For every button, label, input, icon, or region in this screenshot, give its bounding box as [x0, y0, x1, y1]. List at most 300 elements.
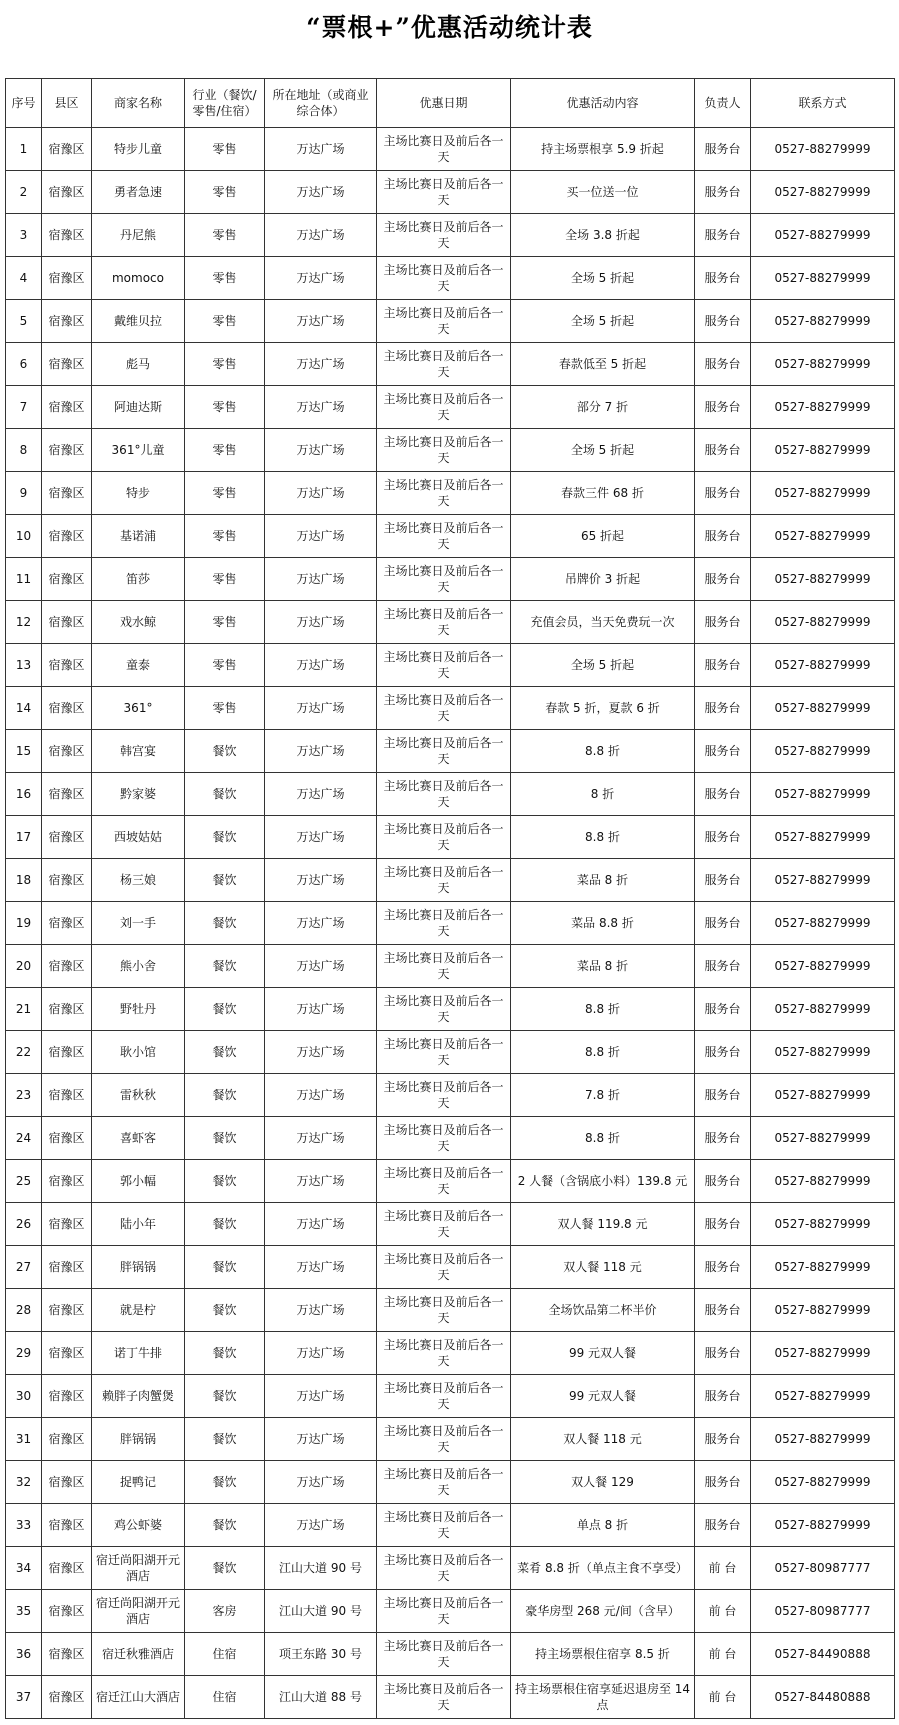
cell-county: 宿豫区 — [42, 1590, 92, 1633]
cell-date: 主场比赛日及前后各一天 — [377, 773, 511, 816]
cell-seq: 30 — [6, 1375, 42, 1418]
cell-county: 宿豫区 — [42, 730, 92, 773]
cell-merchant: 勇者急速 — [92, 171, 185, 214]
cell-merchant: 宿迁秋雅酒店 — [92, 1633, 185, 1676]
cell-industry: 零售 — [185, 386, 265, 429]
cell-county: 宿豫区 — [42, 515, 92, 558]
promotion-table — [5, 78, 895, 1719]
cell-county: 宿豫区 — [42, 644, 92, 687]
table-row — [6, 644, 895, 687]
cell-offer: 8.8 折 — [511, 1031, 695, 1074]
cell-date: 主场比赛日及前后各一天 — [377, 1461, 511, 1504]
cell-industry: 餐饮 — [185, 730, 265, 773]
cell-offer: 持主场票根享 5.9 折起 — [511, 128, 695, 171]
cell-contact: 0527-88279999 — [751, 816, 895, 859]
cell-person: 服务台 — [695, 1418, 751, 1461]
cell-offer: 春款三件 68 折 — [511, 472, 695, 515]
cell-date: 主场比赛日及前后各一天 — [377, 515, 511, 558]
table-row — [6, 902, 895, 945]
table-header-row — [6, 79, 895, 128]
cell-county: 宿豫区 — [42, 773, 92, 816]
cell-address: 万达广场 — [265, 300, 377, 343]
cell-merchant: 刘一手 — [92, 902, 185, 945]
cell-industry: 零售 — [185, 687, 265, 730]
header-date: 优惠日期 — [377, 79, 511, 128]
cell-address: 万达广场 — [265, 515, 377, 558]
cell-address: 万达广场 — [265, 1031, 377, 1074]
cell-merchant: 戴维贝拉 — [92, 300, 185, 343]
cell-county: 宿豫区 — [42, 386, 92, 429]
table-row — [6, 1332, 895, 1375]
cell-offer: 8.8 折 — [511, 1117, 695, 1160]
cell-seq: 5 — [6, 300, 42, 343]
cell-industry: 客房 — [185, 1590, 265, 1633]
cell-date: 主场比赛日及前后各一天 — [377, 472, 511, 515]
cell-contact: 0527-88279999 — [751, 386, 895, 429]
cell-seq: 13 — [6, 644, 42, 687]
cell-date: 主场比赛日及前后各一天 — [377, 644, 511, 687]
header-seq: 序号 — [6, 79, 42, 128]
header-person: 负责人 — [695, 79, 751, 128]
cell-date: 主场比赛日及前后各一天 — [377, 558, 511, 601]
cell-offer: 65 折起 — [511, 515, 695, 558]
table-row — [6, 859, 895, 902]
cell-contact: 0527-88279999 — [751, 1418, 895, 1461]
cell-person: 服务台 — [695, 257, 751, 300]
cell-merchant: momoco — [92, 257, 185, 300]
cell-county: 宿豫区 — [42, 1461, 92, 1504]
cell-seq: 34 — [6, 1547, 42, 1590]
cell-person: 服务台 — [695, 644, 751, 687]
cell-offer: 99 元双人餐 — [511, 1332, 695, 1375]
cell-merchant: 基诺浦 — [92, 515, 185, 558]
cell-county: 宿豫区 — [42, 343, 92, 386]
cell-industry: 餐饮 — [185, 1203, 265, 1246]
cell-address: 万达广场 — [265, 1160, 377, 1203]
cell-seq: 11 — [6, 558, 42, 601]
cell-merchant: 宿迁尚阳湖开元酒店 — [92, 1547, 185, 1590]
table-row — [6, 257, 895, 300]
cell-seq: 1 — [6, 128, 42, 171]
cell-address: 万达广场 — [265, 816, 377, 859]
cell-contact: 0527-88279999 — [751, 1160, 895, 1203]
cell-offer: 单点 8 折 — [511, 1504, 695, 1547]
cell-county: 宿豫区 — [42, 945, 92, 988]
cell-date: 主场比赛日及前后各一天 — [377, 214, 511, 257]
cell-seq: 2 — [6, 171, 42, 214]
cell-industry: 零售 — [185, 515, 265, 558]
cell-offer: 春款 5 折，夏款 6 折 — [511, 687, 695, 730]
cell-address: 万达广场 — [265, 1117, 377, 1160]
cell-merchant: 鸡公虾婆 — [92, 1504, 185, 1547]
cell-date: 主场比赛日及前后各一天 — [377, 1504, 511, 1547]
cell-address: 万达广场 — [265, 687, 377, 730]
cell-merchant: 特步 — [92, 472, 185, 515]
cell-contact: 0527-88279999 — [751, 429, 895, 472]
cell-person: 服务台 — [695, 429, 751, 472]
cell-county: 宿豫区 — [42, 1633, 92, 1676]
table-row — [6, 945, 895, 988]
cell-county: 宿豫区 — [42, 1676, 92, 1719]
table-row — [6, 171, 895, 214]
cell-seq: 8 — [6, 429, 42, 472]
cell-address: 万达广场 — [265, 1461, 377, 1504]
table-body — [6, 128, 895, 1719]
cell-industry: 零售 — [185, 601, 265, 644]
cell-offer: 菜品 8 折 — [511, 859, 695, 902]
cell-seq: 21 — [6, 988, 42, 1031]
cell-person: 服务台 — [695, 1375, 751, 1418]
cell-contact: 0527-88279999 — [751, 1375, 895, 1418]
cell-address: 万达广场 — [265, 1504, 377, 1547]
cell-merchant: 特步儿童 — [92, 128, 185, 171]
cell-county: 宿豫区 — [42, 300, 92, 343]
cell-offer: 全场 5 折起 — [511, 257, 695, 300]
cell-offer: 全场 5 折起 — [511, 300, 695, 343]
cell-date: 主场比赛日及前后各一天 — [377, 1375, 511, 1418]
cell-industry: 餐饮 — [185, 1332, 265, 1375]
cell-seq: 35 — [6, 1590, 42, 1633]
cell-industry: 餐饮 — [185, 1375, 265, 1418]
cell-industry: 餐饮 — [185, 1461, 265, 1504]
cell-person: 服务台 — [695, 859, 751, 902]
cell-offer: 2 人餐（含锅底小料）139.8 元 — [511, 1160, 695, 1203]
cell-seq: 28 — [6, 1289, 42, 1332]
cell-industry: 零售 — [185, 558, 265, 601]
cell-date: 主场比赛日及前后各一天 — [377, 1633, 511, 1676]
cell-industry: 餐饮 — [185, 1418, 265, 1461]
table-row — [6, 1117, 895, 1160]
cell-address: 万达广场 — [265, 171, 377, 214]
cell-seq: 16 — [6, 773, 42, 816]
cell-date: 主场比赛日及前后各一天 — [377, 1160, 511, 1203]
cell-contact: 0527-88279999 — [751, 558, 895, 601]
cell-contact: 0527-88279999 — [751, 128, 895, 171]
cell-merchant: 胖锅锅 — [92, 1246, 185, 1289]
cell-county: 宿豫区 — [42, 687, 92, 730]
cell-person: 前 台 — [695, 1547, 751, 1590]
cell-county: 宿豫区 — [42, 214, 92, 257]
cell-date: 主场比赛日及前后各一天 — [377, 1074, 511, 1117]
cell-address: 万达广场 — [265, 1332, 377, 1375]
cell-person: 服务台 — [695, 1203, 751, 1246]
cell-person: 前 台 — [695, 1590, 751, 1633]
cell-industry: 零售 — [185, 644, 265, 687]
cell-offer: 春款低至 5 折起 — [511, 343, 695, 386]
cell-address: 万达广场 — [265, 558, 377, 601]
table-row — [6, 1461, 895, 1504]
cell-industry: 餐饮 — [185, 1160, 265, 1203]
table-row — [6, 1547, 895, 1590]
cell-merchant: 陆小年 — [92, 1203, 185, 1246]
cell-contact: 0527-88279999 — [751, 1332, 895, 1375]
cell-person: 服务台 — [695, 472, 751, 515]
cell-contact: 0527-88279999 — [751, 859, 895, 902]
cell-merchant: 黔家婆 — [92, 773, 185, 816]
cell-offer: 双人餐 119.8 元 — [511, 1203, 695, 1246]
cell-county: 宿豫区 — [42, 128, 92, 171]
cell-seq: 33 — [6, 1504, 42, 1547]
page-title: “票根+”优惠活动统计表 — [306, 13, 593, 42]
cell-seq: 7 — [6, 386, 42, 429]
cell-industry: 餐饮 — [185, 1289, 265, 1332]
cell-person: 服务台 — [695, 1031, 751, 1074]
cell-county: 宿豫区 — [42, 1547, 92, 1590]
cell-county: 宿豫区 — [42, 1031, 92, 1074]
cell-seq: 36 — [6, 1633, 42, 1676]
cell-industry: 住宿 — [185, 1676, 265, 1719]
cell-person: 服务台 — [695, 773, 751, 816]
cell-date: 主场比赛日及前后各一天 — [377, 1418, 511, 1461]
cell-merchant: 野牡丹 — [92, 988, 185, 1031]
cell-seq: 3 — [6, 214, 42, 257]
table-row — [6, 558, 895, 601]
cell-contact: 0527-88279999 — [751, 773, 895, 816]
cell-offer: 8.8 折 — [511, 816, 695, 859]
cell-person: 服务台 — [695, 1074, 751, 1117]
cell-offer: 持主场票根住宿享延迟退房至 14 点 — [511, 1676, 695, 1719]
cell-date: 主场比赛日及前后各一天 — [377, 429, 511, 472]
cell-county: 宿豫区 — [42, 1160, 92, 1203]
cell-seq: 27 — [6, 1246, 42, 1289]
cell-address: 万达广场 — [265, 128, 377, 171]
cell-industry: 餐饮 — [185, 945, 265, 988]
cell-merchant: 361°儿童 — [92, 429, 185, 472]
table-row — [6, 601, 895, 644]
cell-address: 万达广场 — [265, 429, 377, 472]
cell-industry: 餐饮 — [185, 988, 265, 1031]
cell-address: 江山大道 90 号 — [265, 1590, 377, 1633]
cell-person: 服务台 — [695, 730, 751, 773]
cell-person: 服务台 — [695, 1461, 751, 1504]
cell-merchant: 戏水鲸 — [92, 601, 185, 644]
cell-offer: 吊牌价 3 折起 — [511, 558, 695, 601]
cell-merchant: 就是柠 — [92, 1289, 185, 1332]
table-row — [6, 1246, 895, 1289]
cell-merchant: 宿迁尚阳湖开元酒店 — [92, 1590, 185, 1633]
cell-person: 服务台 — [695, 1289, 751, 1332]
cell-contact: 0527-88279999 — [751, 171, 895, 214]
cell-date: 主场比赛日及前后各一天 — [377, 945, 511, 988]
cell-offer: 全场 3.8 折起 — [511, 214, 695, 257]
cell-offer: 部分 7 折 — [511, 386, 695, 429]
cell-person: 服务台 — [695, 902, 751, 945]
cell-address: 万达广场 — [265, 988, 377, 1031]
cell-address: 江山大道 88 号 — [265, 1676, 377, 1719]
cell-contact: 0527-88279999 — [751, 214, 895, 257]
cell-merchant: 童泰 — [92, 644, 185, 687]
cell-contact: 0527-88279999 — [751, 1117, 895, 1160]
cell-date: 主场比赛日及前后各一天 — [377, 687, 511, 730]
cell-date: 主场比赛日及前后各一天 — [377, 1117, 511, 1160]
cell-industry: 零售 — [185, 257, 265, 300]
cell-industry: 零售 — [185, 171, 265, 214]
cell-contact: 0527-88279999 — [751, 945, 895, 988]
cell-date: 主场比赛日及前后各一天 — [377, 171, 511, 214]
cell-industry: 餐饮 — [185, 1074, 265, 1117]
cell-date: 主场比赛日及前后各一天 — [377, 1031, 511, 1074]
table-row — [6, 1031, 895, 1074]
cell-seq: 10 — [6, 515, 42, 558]
cell-person: 服务台 — [695, 128, 751, 171]
table-row — [6, 1203, 895, 1246]
cell-seq: 17 — [6, 816, 42, 859]
cell-seq: 14 — [6, 687, 42, 730]
cell-address: 万达广场 — [265, 945, 377, 988]
header-merchant: 商家名称 — [92, 79, 185, 128]
cell-industry: 餐饮 — [185, 1504, 265, 1547]
cell-merchant: 宿迁江山大酒店 — [92, 1676, 185, 1719]
table-row — [6, 214, 895, 257]
cell-address: 江山大道 90 号 — [265, 1547, 377, 1590]
cell-seq: 4 — [6, 257, 42, 300]
cell-offer: 买一位送一位 — [511, 171, 695, 214]
cell-merchant: 耿小馆 — [92, 1031, 185, 1074]
table-row — [6, 687, 895, 730]
cell-address: 万达广场 — [265, 773, 377, 816]
cell-person: 服务台 — [695, 558, 751, 601]
cell-seq: 9 — [6, 472, 42, 515]
cell-seq: 23 — [6, 1074, 42, 1117]
cell-contact: 0527-88279999 — [751, 1203, 895, 1246]
cell-county: 宿豫区 — [42, 1203, 92, 1246]
cell-county: 宿豫区 — [42, 902, 92, 945]
table-row — [6, 472, 895, 515]
cell-person: 前 台 — [695, 1633, 751, 1676]
cell-person: 前 台 — [695, 1676, 751, 1719]
cell-merchant: 韩宫宴 — [92, 730, 185, 773]
cell-county: 宿豫区 — [42, 1332, 92, 1375]
cell-contact: 0527-88279999 — [751, 687, 895, 730]
cell-person: 服务台 — [695, 214, 751, 257]
header-industry: 行业（餐饮/零售/住宿） — [185, 79, 265, 128]
header-content: 优惠活动内容 — [511, 79, 695, 128]
cell-county: 宿豫区 — [42, 816, 92, 859]
cell-person: 服务台 — [695, 988, 751, 1031]
cell-contact: 0527-80987777 — [751, 1547, 895, 1590]
table-row — [6, 1504, 895, 1547]
cell-offer: 菜品 8 折 — [511, 945, 695, 988]
cell-contact: 0527-88279999 — [751, 472, 895, 515]
cell-merchant: 丹尼熊 — [92, 214, 185, 257]
table-row — [6, 386, 895, 429]
cell-contact: 0527-88279999 — [751, 1074, 895, 1117]
cell-industry: 餐饮 — [185, 902, 265, 945]
table-row — [6, 300, 895, 343]
cell-date: 主场比赛日及前后各一天 — [377, 859, 511, 902]
cell-offer: 8 折 — [511, 773, 695, 816]
cell-seq: 18 — [6, 859, 42, 902]
cell-offer: 双人餐 118 元 — [511, 1418, 695, 1461]
cell-contact: 0527-88279999 — [751, 1289, 895, 1332]
cell-date: 主场比赛日及前后各一天 — [377, 1676, 511, 1719]
cell-date: 主场比赛日及前后各一天 — [377, 1590, 511, 1633]
header-address: 所在地址（或商业综合体） — [265, 79, 377, 128]
cell-offer: 充值会员，当天免费玩一次 — [511, 601, 695, 644]
cell-offer: 7.8 折 — [511, 1074, 695, 1117]
cell-industry: 零售 — [185, 343, 265, 386]
cell-merchant: 彪马 — [92, 343, 185, 386]
cell-contact: 0527-84490888 — [751, 1633, 895, 1676]
cell-address: 万达广场 — [265, 1289, 377, 1332]
cell-seq: 31 — [6, 1418, 42, 1461]
cell-person: 服务台 — [695, 816, 751, 859]
cell-county: 宿豫区 — [42, 1418, 92, 1461]
cell-offer: 菜品 8.8 折 — [511, 902, 695, 945]
cell-offer: 全场饮品第二杯半价 — [511, 1289, 695, 1332]
cell-address: 万达广场 — [265, 601, 377, 644]
cell-address: 万达广场 — [265, 1074, 377, 1117]
cell-person: 服务台 — [695, 601, 751, 644]
cell-county: 宿豫区 — [42, 1375, 92, 1418]
cell-contact: 0527-88279999 — [751, 988, 895, 1031]
cell-merchant: 熊小舍 — [92, 945, 185, 988]
cell-address: 万达广场 — [265, 902, 377, 945]
cell-offer: 豪华房型 268 元/间（含早） — [511, 1590, 695, 1633]
cell-address: 万达广场 — [265, 1375, 377, 1418]
cell-address: 万达广场 — [265, 386, 377, 429]
cell-contact: 0527-88279999 — [751, 1504, 895, 1547]
table-row — [6, 1676, 895, 1719]
table-row — [6, 1633, 895, 1676]
cell-seq: 24 — [6, 1117, 42, 1160]
cell-merchant: 捉鸭记 — [92, 1461, 185, 1504]
cell-merchant: 雷秋秋 — [92, 1074, 185, 1117]
table-row — [6, 988, 895, 1031]
cell-merchant: 胖锅锅 — [92, 1418, 185, 1461]
cell-seq: 15 — [6, 730, 42, 773]
cell-offer: 持主场票根住宿享 8.5 折 — [511, 1633, 695, 1676]
cell-contact: 0527-88279999 — [751, 300, 895, 343]
cell-contact: 0527-88279999 — [751, 343, 895, 386]
cell-contact: 0527-88279999 — [751, 644, 895, 687]
cell-seq: 19 — [6, 902, 42, 945]
cell-person: 服务台 — [695, 1160, 751, 1203]
cell-county: 宿豫区 — [42, 472, 92, 515]
cell-seq: 32 — [6, 1461, 42, 1504]
cell-contact: 0527-88279999 — [751, 601, 895, 644]
cell-merchant: 喜虾客 — [92, 1117, 185, 1160]
cell-contact: 0527-84480888 — [751, 1676, 895, 1719]
cell-merchant: 笛莎 — [92, 558, 185, 601]
cell-seq: 6 — [6, 343, 42, 386]
cell-date: 主场比赛日及前后各一天 — [377, 343, 511, 386]
table-row — [6, 429, 895, 472]
cell-contact: 0527-88279999 — [751, 1246, 895, 1289]
cell-merchant: 郭小幅 — [92, 1160, 185, 1203]
cell-contact: 0527-88279999 — [751, 902, 895, 945]
cell-seq: 26 — [6, 1203, 42, 1246]
cell-contact: 0527-80987777 — [751, 1590, 895, 1633]
cell-date: 主场比赛日及前后各一天 — [377, 386, 511, 429]
cell-date: 主场比赛日及前后各一天 — [377, 730, 511, 773]
cell-offer: 全场 5 折起 — [511, 429, 695, 472]
cell-seq: 12 — [6, 601, 42, 644]
cell-person: 服务台 — [695, 515, 751, 558]
table-row — [6, 1375, 895, 1418]
cell-county: 宿豫区 — [42, 429, 92, 472]
cell-offer: 8.8 折 — [511, 730, 695, 773]
cell-industry: 餐饮 — [185, 773, 265, 816]
cell-county: 宿豫区 — [42, 1117, 92, 1160]
cell-address: 万达广场 — [265, 343, 377, 386]
cell-seq: 29 — [6, 1332, 42, 1375]
cell-date: 主场比赛日及前后各一天 — [377, 988, 511, 1031]
cell-offer: 双人餐 129 — [511, 1461, 695, 1504]
cell-address: 项王东路 30 号 — [265, 1633, 377, 1676]
cell-person: 服务台 — [695, 1332, 751, 1375]
table-row — [6, 1418, 895, 1461]
